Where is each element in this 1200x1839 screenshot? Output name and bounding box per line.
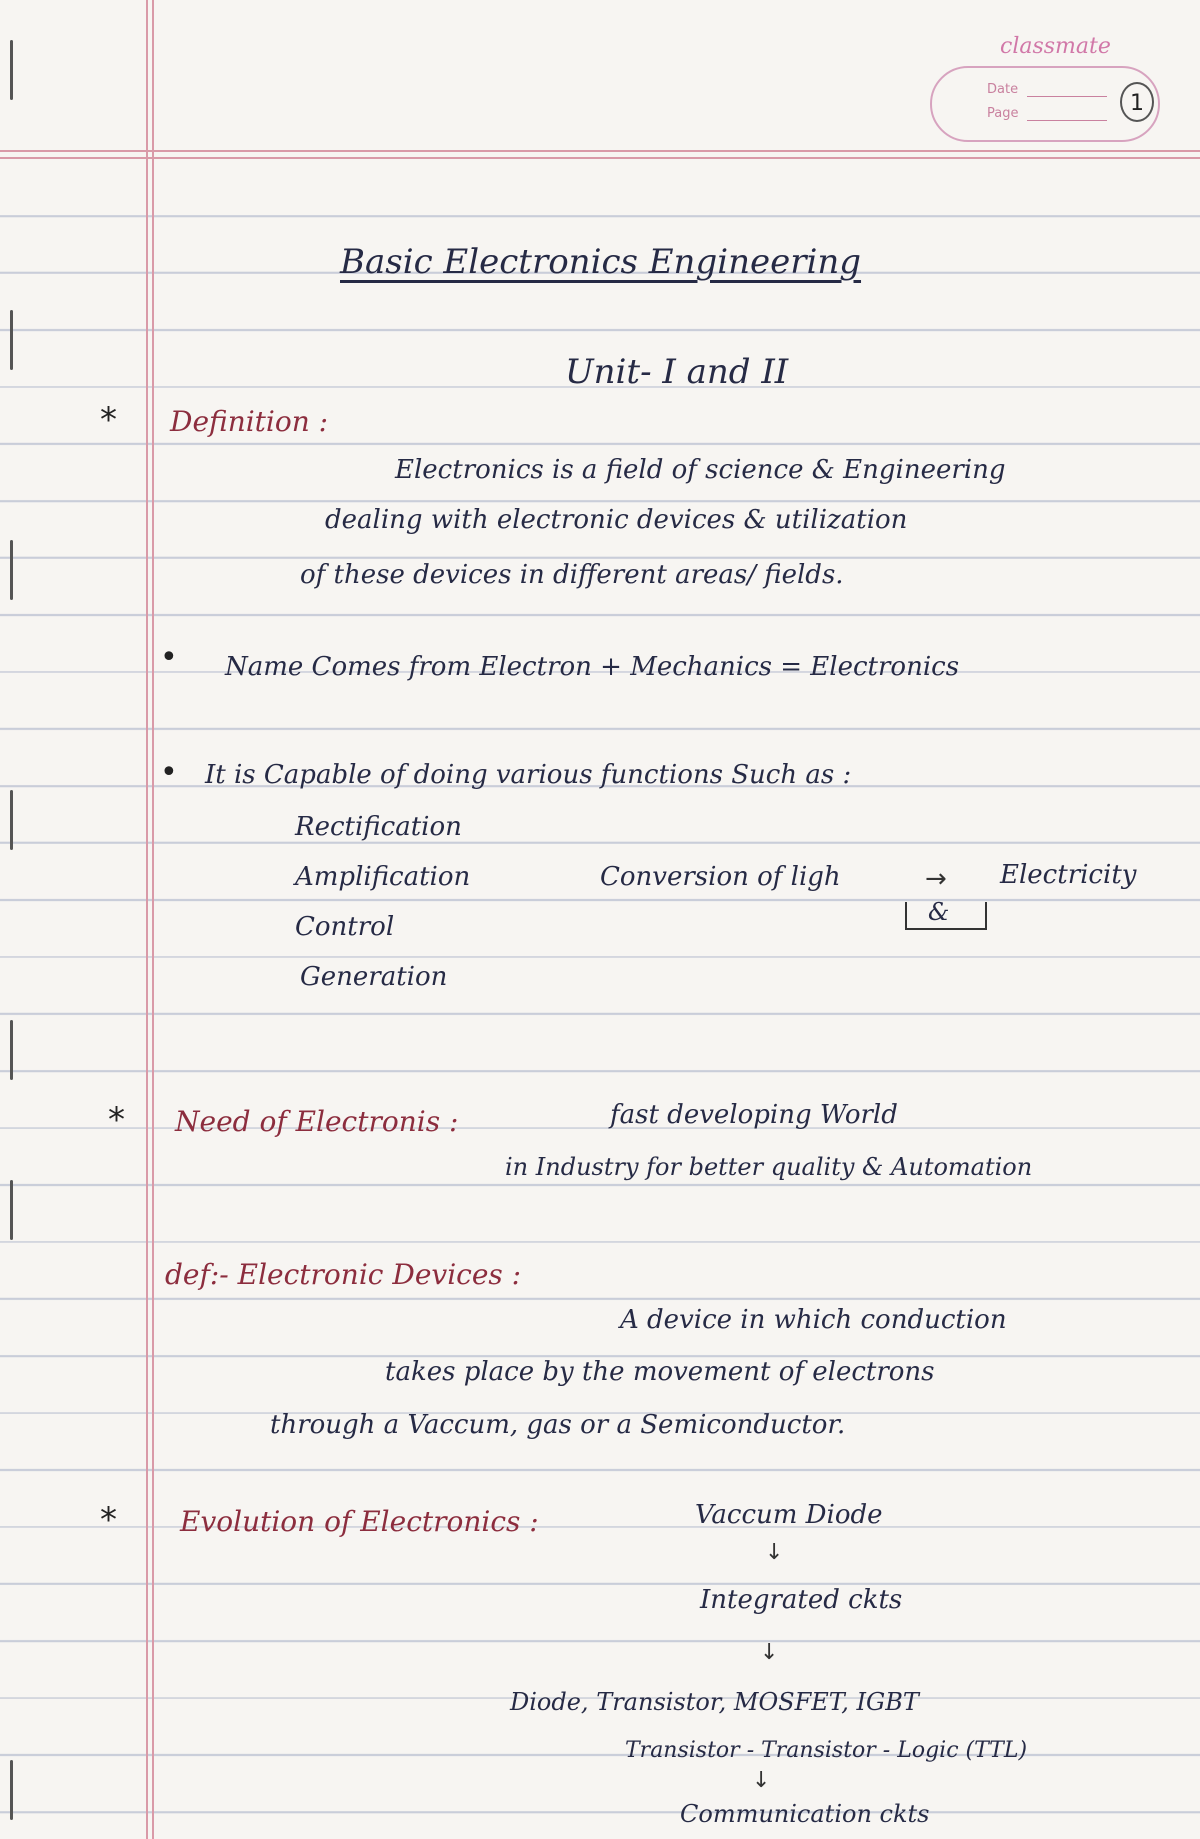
devices-line: A device in which conduction bbox=[620, 1305, 1007, 1335]
bullet-text: Name Comes from Electron + Mechanics = Electronics bbox=[225, 652, 960, 682]
page-number: 1 bbox=[1120, 82, 1154, 122]
unit-heading: Unit- I and II bbox=[565, 352, 789, 392]
evolution-heading: Evolution of Electronics : bbox=[180, 1505, 539, 1538]
bullet-icon: • bbox=[160, 755, 178, 790]
bullet-icon: • bbox=[160, 640, 178, 675]
devices-heading: def:- Electronic Devices : bbox=[165, 1258, 522, 1291]
star-icon: * bbox=[100, 400, 117, 440]
need-line: fast developing World bbox=[610, 1100, 898, 1130]
binding-mark bbox=[10, 40, 13, 100]
date-line bbox=[1027, 96, 1107, 97]
down-arrow-icon: ↓ bbox=[752, 1768, 771, 1793]
bullet-text: It is Capable of doing various functions Such as : bbox=[205, 760, 852, 790]
evolution-step: Transistor - Transistor - Logic (TTL) bbox=[625, 1738, 1028, 1763]
top-rule bbox=[0, 150, 1200, 152]
devices-line: takes place by the movement of electrons bbox=[385, 1357, 935, 1387]
definition-line: of these devices in different areas/ fields. bbox=[300, 560, 844, 590]
definition-heading: Definition : bbox=[170, 405, 329, 438]
evolution-step: Communication ckts bbox=[680, 1800, 930, 1828]
top-rule-inner bbox=[0, 157, 1200, 159]
page-line bbox=[1027, 120, 1107, 121]
page-label: Page bbox=[987, 106, 1019, 121]
binding-mark bbox=[10, 1760, 13, 1820]
right-arrow-icon: → bbox=[925, 864, 947, 894]
evolution-step: Integrated ckts bbox=[700, 1585, 903, 1615]
conversion-result: Electricity bbox=[1000, 860, 1137, 890]
binding-mark bbox=[10, 1180, 13, 1240]
down-arrow-icon: ↓ bbox=[765, 1540, 784, 1565]
binding-mark bbox=[10, 310, 13, 370]
conversion-note: & bbox=[928, 898, 950, 926]
function-item: Rectification bbox=[295, 812, 462, 842]
binding-mark bbox=[10, 790, 13, 850]
need-heading: Need of Electronis : bbox=[175, 1105, 459, 1138]
binding-mark bbox=[10, 1020, 13, 1080]
need-line: in Industry for better quality & Automation bbox=[505, 1153, 1033, 1181]
date-label: Date bbox=[987, 82, 1019, 97]
binding-mark bbox=[10, 540, 13, 600]
definition-line: Electronics is a field of science & Engineering bbox=[395, 455, 1006, 485]
devices-line: through a Vaccum, gas or a Semiconductor. bbox=[270, 1410, 846, 1440]
function-item: Control bbox=[295, 912, 395, 942]
star-icon: * bbox=[100, 1500, 117, 1540]
margin-line bbox=[146, 0, 148, 1839]
margin-line-inner bbox=[152, 0, 154, 1839]
definition-line: dealing with electronic devices & utilization bbox=[325, 505, 908, 535]
star-icon: * bbox=[108, 1100, 125, 1140]
function-item: Generation bbox=[300, 962, 448, 992]
page-title: Basic Electronics Engineering bbox=[340, 242, 862, 282]
down-arrow-icon: ↓ bbox=[760, 1640, 779, 1665]
function-item: Amplification bbox=[295, 862, 471, 892]
conversion-text: Conversion of ligh bbox=[600, 862, 841, 892]
brand-logo: classmate bbox=[1000, 34, 1111, 59]
evolution-step: Diode, Transistor, MOSFET, IGBT bbox=[510, 1688, 919, 1716]
evolution-step: Vaccum Diode bbox=[695, 1500, 883, 1530]
